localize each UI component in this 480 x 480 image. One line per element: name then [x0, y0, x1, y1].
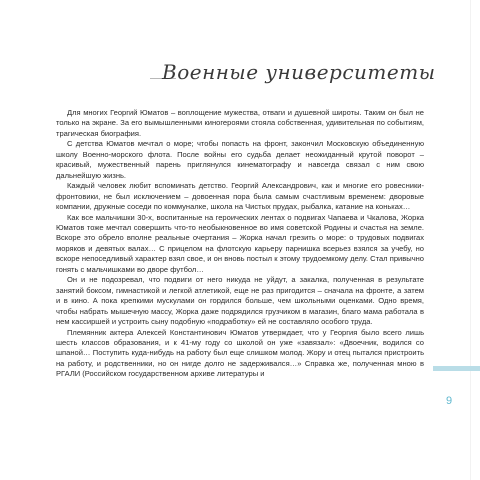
paragraph: Каждый человек любит вспоминать детство. Георгий Александрович, как и многие его ровесники-фронтовики, не был исключением – довоенная пора была самым счастливым временем: дворовые компании, дружные соседи по коммуналке, школа на Чистых прудах, рыбалка, катание на коньках… [56, 181, 424, 212]
body-text [56, 108, 424, 380]
page-number-strip [433, 366, 480, 371]
paragraph: Как все мальчишки 30-х, воспитанные на героических лентах о подвигах Чапаева и Чкалова, Жорка Юматов тоже мечтал совершить что-то необыкновенное во имя советской Родины и счастья на земле. Вскоре это обрело вполне реальные очертания – Жорка начал грезить о море: о трудовых подвигах моряков и девятых валах… С прицелом на флотскую карьеру парнишка всерьез взялся за учебу, но вскоре непоседливый характер взял свое, и он вновь постыл к этому трудоемкому делу. Стал привычно гонять с мальчишками во дворе футбол… [56, 212, 424, 274]
page-edge [470, 0, 471, 480]
paragraph: Для многих Георгий Юматов – воплощение мужества, отваги и душевной широты. Таким он был не только на экране. За его вымышленными киногероями стояла собственная, удивительная по событиям, трагическая биография. [56, 108, 424, 138]
paragraph: Племянник актера Алексей Константинович Юматов утверждает, что у Георгия было всего лишь шесть классов образования, и к 41-му году со школой он уже «завязал»: «Двоечник, водился со шпаной… Поступить куда-нибудь на работу был еще слишком молод. Жору и отец пытался пристроить на работу, и родственники, но он нигде долго не задерживался…» Справка же, полученная мною в РГАЛИ (Российском государственном архиве литературы и [56, 327, 424, 379]
page-number: 9 [446, 395, 453, 407]
paragraph: С детства Юматов мечтал о море; чтобы попасть на фронт, закончил Московскую объединенную школу Военно-морского флота. После войны его судьба делает неожиданный крутой поворот – красивый, мужественный парень приглянулся кинематографу и навсегда связал с ним свою дальнейшую жизнь. [56, 139, 424, 180]
paragraph: Он и не подозревал, что подвиги от него никуда не уйдут, а закалка, полученная в результате занятий боксом, гимнастикой и легкой атлетикой, еще не раз пригодится – сначала на фронте, а затем и в кино. А пока крепкими мускулами он гордился больше, чем школьными оценками. Одно время, чтобы набрать мышечную массу, Жорка даже подрядился грузчиком в магазин, благо мама работала в нем кассиршей и устроить сыну подобную «подработку» ей не составляло особого труда. [56, 275, 424, 327]
chapter-title: Военные университеты [162, 60, 436, 84]
